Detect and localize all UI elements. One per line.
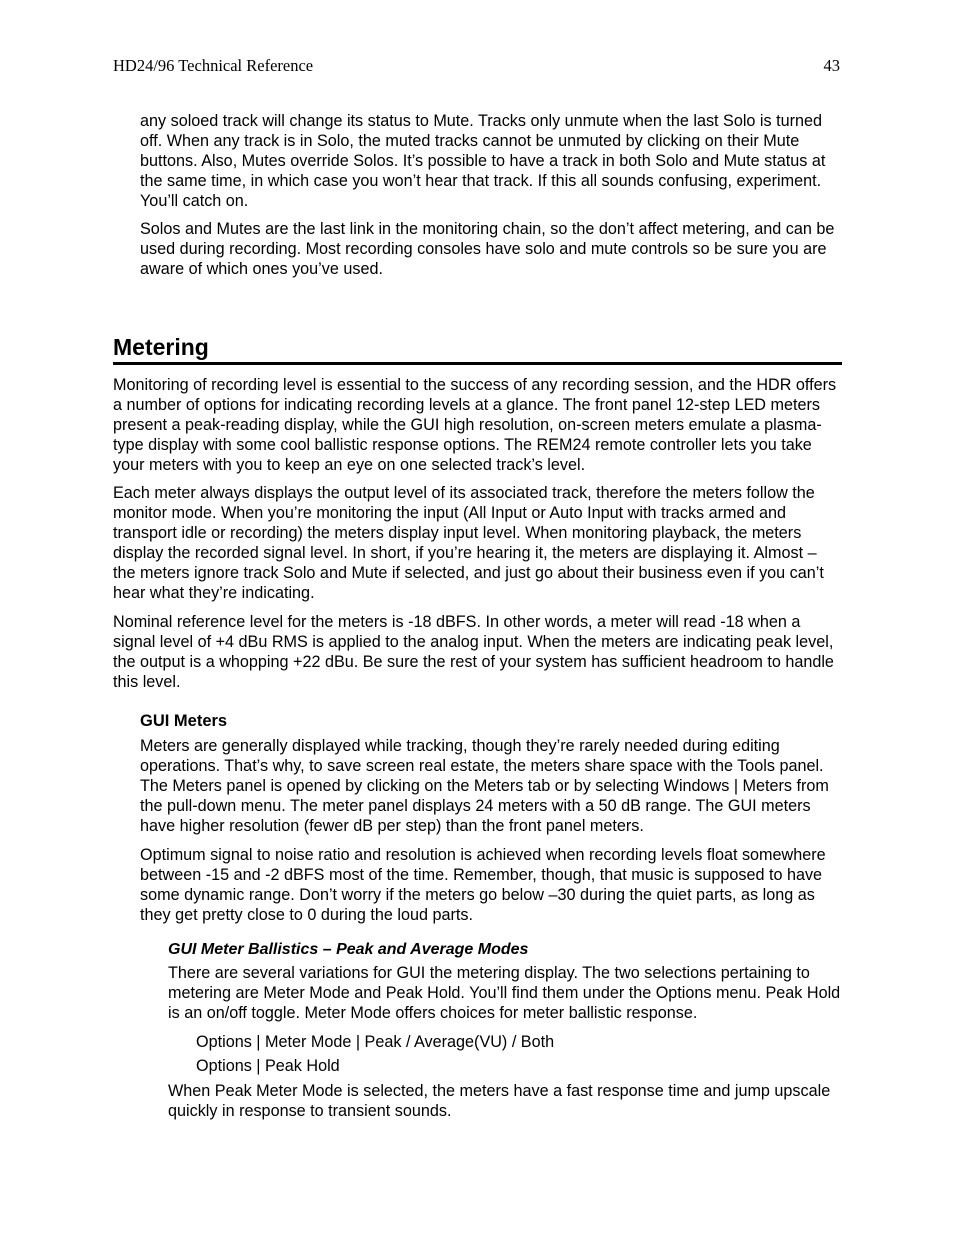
section-heading-metering: Metering bbox=[113, 332, 842, 365]
metering-paragraph-3: Nominal reference level for the meters is -18 dBFS. In other words, a meter will read -18 when a signal level of +4 dBu RMS is applied to the analog input. When the meters are indicating peak level, the output is a whopping +22 dBu. Be sure the rest of your system has sufficient headroom to handle this level. bbox=[113, 613, 834, 691]
ballistics-paragraph-1: There are several variations for GUI the metering display. The two selections pertaining to metering are Meter Mode and Peak Hold. You’ll find them under the Options menu. Peak Hold is an on/off toggle. Meter Mode offers choices for meter ballistic response. bbox=[168, 964, 841, 1022]
gui-meters-paragraph-1: Meters are generally displayed while tracking, though they’re rarely needed during editing operations. That’s why, to save screen real estate, the meters share space with the Tools panel. The Meters panel is opened by clicking on the Meters tab or by selecting Windows | Meters from the pull-down menu. The meter panel displays 24 meters with a 50 dB range. The GUI meters have higher resolution (fewer dB per step) than the front panel meters. bbox=[140, 737, 829, 835]
metering-paragraph-2: Each meter always displays the output level of its associated track, therefore the meters follow the monitor mode. When you’re monitoring the input (All Input or Auto Input with tracks armed and transport idle or recording) the meters display input level. When monitoring playback, the meters display the recorded signal level. In short, if you’re hearing it, the meters are displaying it. Almost – the meters ignore track Solo and Mute if selected, and just go about their business even if you can’t hear what they’re indicating. bbox=[113, 484, 824, 602]
subsubsection-heading-ballistics: GUI Meter Ballistics – Peak and Average Modes bbox=[168, 941, 529, 958]
ballistics-paragraph-2: When Peak Meter Mode is selected, the meters have a fast response time and jump upscale quickly in response to transient sounds. bbox=[168, 1082, 831, 1120]
subsection-heading-gui-meters: GUI Meters bbox=[140, 712, 228, 730]
intro-paragraph-2: Solos and Mutes are the last link in the monitoring chain, so the don’t affect metering, and can be used during recording. Most recording consoles have solo and mute controls so be sure you are aware of which ones you’ve used. bbox=[140, 220, 835, 278]
metering-paragraph-1: Monitoring of recording level is essential to the success of any recording session, and the HDR offers a number of options for indicating recording levels at a glance. The front panel 12-step LED meters present a peak-reading display, while the GUI high resolution, on-screen meters emulate a plasma-type display with some cool ballistic response options. The REM24 remote controller lets you take your meters with you to keep an eye on one selected track’s level. bbox=[113, 376, 837, 474]
page-header bbox=[113, 56, 840, 80]
intro-paragraph-1: any soloed track will change its status to Mute. Tracks only unmute when the last Solo is turned off. When any track is in Solo, the muted tracks cannot be unmuted by clicking on their Mute buttons. Also, Mutes override Solos. It’s possible to have a track in both Solo and Mute status at the same time, in which case you won’t hear that track. If this all sounds confusing, experiment. You’ll catch on. bbox=[140, 112, 826, 210]
gui-meters-paragraph-2: Optimum signal to noise ratio and resolution is achieved when recording levels float somewhere between -15 and -2 dBFS most of the time. Remember, though, that music is supposed to have some dynamic range. Don’t worry if the meters go below –30 during the quiet parts, as long as they get pretty close to 0 during the loud parts. bbox=[140, 846, 826, 924]
page-number: 43 bbox=[823, 56, 840, 75]
running-header-title: HD24/96 Technical Reference bbox=[113, 56, 314, 75]
menu-path-peak-hold: Options | Peak Hold bbox=[196, 1057, 340, 1075]
menu-path-meter-mode: Options | Meter Mode | Peak / Average(VU) / Both bbox=[196, 1033, 555, 1051]
